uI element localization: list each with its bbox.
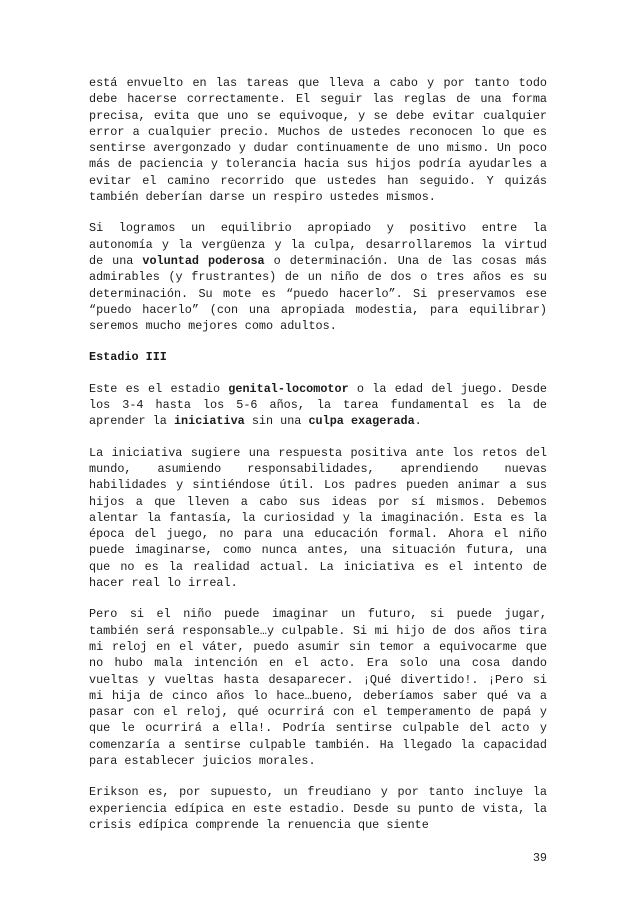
bold-term: iniciativa <box>173 414 245 429</box>
text-run: Este es el estadio <box>89 381 229 396</box>
text-run: Si logramos un equilibrio apropiado y positivo entre la autonomía y la vergüenza y la culpa, desarrollaremos la virtud de una <box>89 221 547 268</box>
bold-term: voluntad poderosa <box>142 253 265 268</box>
paragraph <box>89 381 547 430</box>
paragraph <box>89 220 547 334</box>
text-run: o determinación. Una de las cosas más admirables (y frustrantes) de un niño de dos o tres años es su determinación. Su mote es “puedo hacerlo”. Si preservamos ese “puedo hacerlo” (con una apropiada modestia, para equilibrar) seremos mucho mejores como adultos. <box>89 253 547 334</box>
bold-term: genital-locomotor <box>228 381 349 396</box>
page-number: 39 <box>532 851 547 865</box>
paragraph <box>89 445 547 592</box>
paragraph <box>89 606 547 769</box>
document-page <box>89 75 547 833</box>
text-run: Pero si el niño puede imaginar un futuro, si puede jugar, también será responsable…y culpable. Si mi hijo de dos años tira mi reloj en el váter, puedo asumir sin temor a equivocarme que no hubo mala intención en el acto. Era solo una cosa dando vueltas y vueltas hasta desaparecer. ¡Qué divertido!. ¡Pero si mi hija de cinco años lo hace…bueno, deberíamos saber qué va a pasar con el reloj, qué ocurrirá con el temperamento de papá y que le ocurrirá a ella!. Podría sentirse culpable del acto y comenzaría a sentirse culpable también. Ha llegado la capacidad para establecer juicios morales. <box>89 607 547 768</box>
section-heading: Estadio III <box>89 350 167 365</box>
bold-term: culpa exagerada <box>308 414 415 429</box>
paragraph <box>89 75 547 205</box>
text-run: La iniciativa sugiere una respuesta positiva ante los retos del mundo, asumiendo responsabilidades, aprendiendo nuevas habilidades y sintiéndose útil. Los padres pueden animar a sus hijos a que lleven a cabo sus ideas por sí mismos. Debemos alentar la fantasía, la curiosidad y la imaginación. Esta es la época del juego, no para una educación formal. Ahora el niño puede imaginarse, como nunca antes, una situación futura, una que no es la realidad actual. La iniciativa es el intento de hacer real lo irreal. <box>89 445 547 591</box>
text-run: . <box>414 414 422 429</box>
paragraph <box>89 784 547 833</box>
text-run: o la edad del juego. Desde los 3-4 hasta los 5-6 años, la tarea fundamental es la de aprender la <box>89 381 547 429</box>
text-run: sin una <box>244 414 309 429</box>
text-run: Erikson es, por supuesto, un freudiano y por tanto incluye la experiencia edípica en este estadio. Desde su punto de vista, la crisis edípica comprende la renuencia que siente <box>89 785 547 832</box>
text-run: está envuelto en las tareas que lleva a cabo y por tanto todo debe hacerse correctamente. El seguir las reglas de una forma precisa, evita que uno se equivoque, y se debe evitar cualquier error a cualquier precio. Muchos de ustedes reconocen lo que es sentirse avergonzado y dudar continuamente de uno mismo. Un poco más de paciencia y tolerancia hacia sus hijos podría ayudarles a evitar el camino recorrido que ustedes han seguido. Y quizás también deberían darse un respiro ustedes mismos. <box>89 76 547 205</box>
